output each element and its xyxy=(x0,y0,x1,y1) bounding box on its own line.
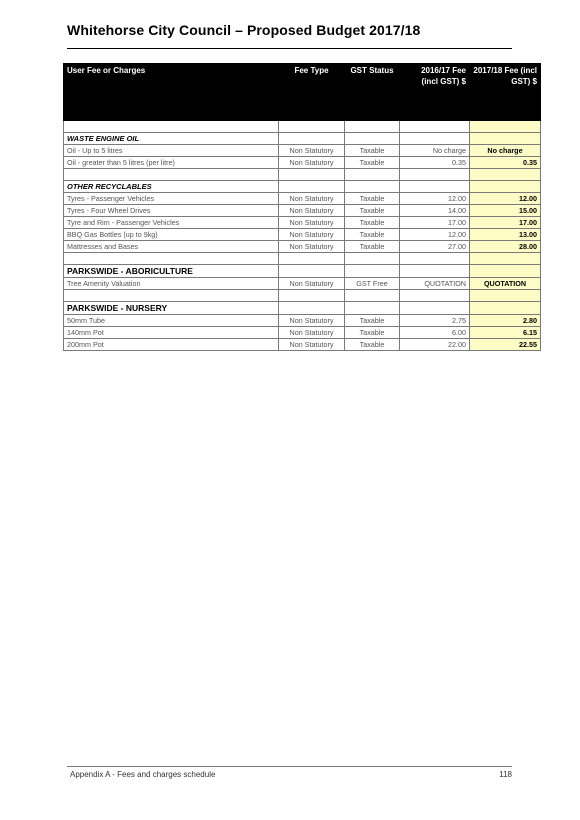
fee-name-cell: 140mm Pot xyxy=(64,327,279,339)
title-divider xyxy=(67,48,512,49)
empty-cell xyxy=(400,121,470,133)
empty-cell xyxy=(400,169,470,181)
empty-cell xyxy=(470,133,541,145)
gst-status-cell: Taxable xyxy=(345,157,400,169)
spacer-row xyxy=(64,169,541,181)
table-row xyxy=(64,339,541,351)
fee-name-cell: Tree Amenity Valuation xyxy=(64,278,279,290)
fees-table xyxy=(63,63,541,351)
table-row xyxy=(64,327,541,339)
table-row xyxy=(64,157,541,169)
empty-cell xyxy=(345,133,400,145)
empty-cell xyxy=(345,181,400,193)
empty-cell xyxy=(279,181,345,193)
table-row xyxy=(64,205,541,217)
empty-cell xyxy=(279,121,345,133)
header-name: User Fee or Charges xyxy=(64,64,279,121)
fee-2016-cell: 12.00 xyxy=(400,229,470,241)
fee-2017-cell: 17.00 xyxy=(470,217,541,229)
table-header-row xyxy=(64,64,541,121)
gst-status-cell: Taxable xyxy=(345,217,400,229)
empty-cell xyxy=(345,169,400,181)
fee-2017-cell: 2.80 xyxy=(470,315,541,327)
fee-type-cell: Non Statutory xyxy=(279,278,345,290)
empty-cell xyxy=(345,253,400,265)
empty-cell xyxy=(400,290,470,302)
table-row xyxy=(64,145,541,157)
page-number: 118 xyxy=(499,770,512,779)
gst-status-cell: Taxable xyxy=(345,193,400,205)
empty-cell xyxy=(279,265,345,278)
empty-cell xyxy=(345,121,400,133)
empty-cell xyxy=(470,253,541,265)
spacer-row xyxy=(64,290,541,302)
fee-2016-cell: No charge xyxy=(400,145,470,157)
fee-2017-cell: No charge xyxy=(470,145,541,157)
empty-cell xyxy=(470,290,541,302)
empty-cell xyxy=(64,169,279,181)
fee-2016-cell: 22.00 xyxy=(400,339,470,351)
fee-2017-cell: 15.00 xyxy=(470,205,541,217)
empty-cell xyxy=(345,302,400,315)
table-row xyxy=(64,315,541,327)
section-title: PARKSWIDE - NURSERY xyxy=(64,302,279,315)
fee-name-cell: 50mm Tube xyxy=(64,315,279,327)
section-header-row xyxy=(64,181,541,193)
gst-status-cell: Taxable xyxy=(345,315,400,327)
empty-cell xyxy=(345,265,400,278)
fee-type-cell: Non Statutory xyxy=(279,157,345,169)
empty-cell xyxy=(64,121,279,133)
fee-2016-cell: 6.00 xyxy=(400,327,470,339)
fee-2017-cell: 13.00 xyxy=(470,229,541,241)
fee-type-cell: Non Statutory xyxy=(279,327,345,339)
table-row xyxy=(64,193,541,205)
gst-status-cell: Taxable xyxy=(345,145,400,157)
gst-status-cell: GST Free xyxy=(345,278,400,290)
header-fee-2017: 2017/18 Fee (incl GST) $ xyxy=(470,64,541,121)
fee-2017-cell: 0.35 xyxy=(470,157,541,169)
section-header-row xyxy=(64,133,541,145)
fees-table-body xyxy=(64,121,541,351)
footer-divider xyxy=(67,766,512,767)
empty-cell xyxy=(279,169,345,181)
empty-cell xyxy=(64,253,279,265)
fee-2017-cell: 12.00 xyxy=(470,193,541,205)
fee-name-cell: 200mm Pot xyxy=(64,339,279,351)
fee-name-cell: Mattresses and Bases xyxy=(64,241,279,253)
header-fee-2016: 2016/17 Fee (incl GST) $ xyxy=(400,64,470,121)
empty-cell xyxy=(400,181,470,193)
footer-label: Appendix A - Fees and charges schedule xyxy=(70,770,216,779)
header-gst-status: GST Status xyxy=(345,64,400,121)
empty-cell xyxy=(470,121,541,133)
table-row xyxy=(64,241,541,253)
fee-2017-cell: 6.15 xyxy=(470,327,541,339)
empty-cell xyxy=(279,133,345,145)
section-title: WASTE ENGINE OIL xyxy=(64,133,279,145)
empty-cell xyxy=(345,290,400,302)
empty-cell xyxy=(400,265,470,278)
fee-type-cell: Non Statutory xyxy=(279,315,345,327)
gst-status-cell: Taxable xyxy=(345,241,400,253)
fee-name-cell: Oil - Up to 5 litres xyxy=(64,145,279,157)
fee-name-cell: BBQ Gas Bottles (up to 9kg) xyxy=(64,229,279,241)
section-header-row xyxy=(64,302,541,315)
empty-cell xyxy=(470,302,541,315)
fee-name-cell: Oil - greater than 5 litres (per litre) xyxy=(64,157,279,169)
fee-2016-cell: QUOTATION xyxy=(400,278,470,290)
fee-type-cell: Non Statutory xyxy=(279,205,345,217)
section-title: OTHER RECYCLABLES xyxy=(64,181,279,193)
fee-2016-cell: 14.00 xyxy=(400,205,470,217)
fee-type-cell: Non Statutory xyxy=(279,339,345,351)
header-fee-type: Fee Type xyxy=(279,64,345,121)
page-title: Whitehorse City Council – Proposed Budget 2017/18 xyxy=(67,22,421,38)
fee-2016-cell: 27.00 xyxy=(400,241,470,253)
spacer-row xyxy=(64,253,541,265)
fee-name-cell: Tyres - Four Wheel Drives xyxy=(64,205,279,217)
gst-status-cell: Taxable xyxy=(345,229,400,241)
fee-type-cell: Non Statutory xyxy=(279,229,345,241)
fee-name-cell: Tyres - Passenger Vehicles xyxy=(64,193,279,205)
fee-2016-cell: 0.35 xyxy=(400,157,470,169)
fee-2016-cell: 12.00 xyxy=(400,193,470,205)
empty-cell xyxy=(64,290,279,302)
empty-cell xyxy=(470,169,541,181)
empty-cell xyxy=(279,290,345,302)
fee-2017-cell: 22.55 xyxy=(470,339,541,351)
gst-status-cell: Taxable xyxy=(345,205,400,217)
table-row xyxy=(64,278,541,290)
fee-2017-cell: QUOTATION xyxy=(470,278,541,290)
spacer-row xyxy=(64,121,541,133)
empty-cell xyxy=(470,181,541,193)
gst-status-cell: Taxable xyxy=(345,327,400,339)
table-row xyxy=(64,217,541,229)
empty-cell xyxy=(400,133,470,145)
fee-type-cell: Non Statutory xyxy=(279,193,345,205)
fee-type-cell: Non Statutory xyxy=(279,241,345,253)
fee-2016-cell: 2.75 xyxy=(400,315,470,327)
empty-cell xyxy=(279,253,345,265)
empty-cell xyxy=(470,265,541,278)
fee-type-cell: Non Statutory xyxy=(279,217,345,229)
table-row xyxy=(64,229,541,241)
fee-2016-cell: 17.00 xyxy=(400,217,470,229)
fee-type-cell: Non Statutory xyxy=(279,145,345,157)
section-header-row xyxy=(64,265,541,278)
gst-status-cell: Taxable xyxy=(345,339,400,351)
empty-cell xyxy=(279,302,345,315)
section-title: PARKSWIDE - ABORICULTURE xyxy=(64,265,279,278)
empty-cell xyxy=(400,253,470,265)
empty-cell xyxy=(400,302,470,315)
fee-2017-cell: 28.00 xyxy=(470,241,541,253)
fee-name-cell: Tyre and Rim - Passenger Vehicles xyxy=(64,217,279,229)
